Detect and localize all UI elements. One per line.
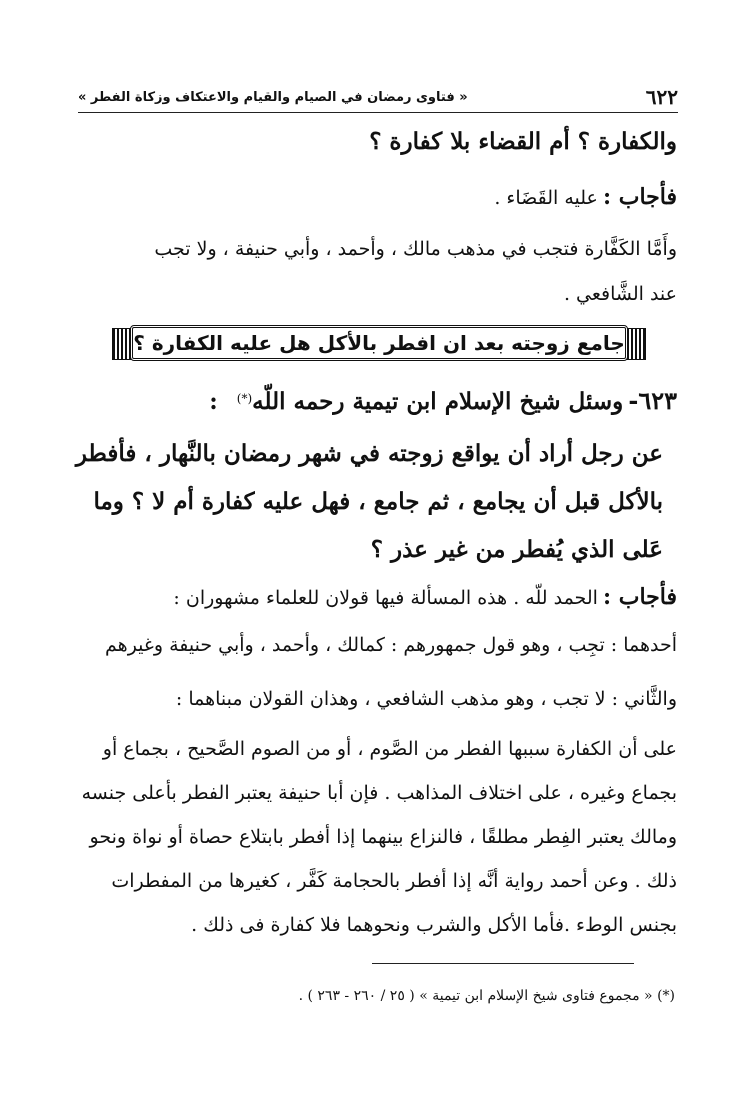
previous-paragraph-line: وأَمَّا الكَفَّارة فتجب في مذهب مالك ، وأحمد ، وأبي حنيفة ، ولا تجب <box>154 238 677 260</box>
answer-line: أحدهما : تجِب ، وهو قول جمهورهم : كمالك ، وأحمد ، وأبي حنيفة وغيرهم <box>105 634 677 656</box>
answer-line: بجنس الوطء .فأما الأكل والشرب ونحوهما فلا كفارة فى ذلك . <box>191 914 677 936</box>
footnote: (*) « مجموع فتاوى شيخ الإسلام ابن تيمية » ( ٢٥ / ٢٦٠ - ٢٦٣ ) . <box>298 988 675 1004</box>
question-intro <box>78 386 677 415</box>
page-header <box>78 82 678 113</box>
answer-intro <box>78 584 677 610</box>
section-heading <box>112 322 646 364</box>
question-number: ٦٢٣- <box>628 386 677 415</box>
previous-answer <box>78 184 677 210</box>
answer-line: ذلك . وعن أحمد رواية أنَّه إذا أفطر بالحجامة كَفَّر ، كغيرها من المفطرات <box>111 870 677 892</box>
question-line: بالأكل قبل أن يجامع ، ثم جامع ، فهل عليه كفارة أم لا ؟ وما <box>93 488 663 515</box>
footnote-divider <box>372 963 634 964</box>
page-number: ٦٢٢ <box>645 85 678 109</box>
answer-text: عليه القَضَاء . <box>494 187 598 209</box>
answer-line: والثَّاني : لا تجب ، وهو مذهب الشافعي ، وهذان القولان مبناهما : <box>175 688 677 710</box>
answer-line: على أن الكفارة سببها الفطر من الصَّوم ، أو من الصوم الصَّحيح ، بجماع أو <box>102 738 677 760</box>
question-line: عَلى الذي يُفطر من غير عذر ؟ <box>370 536 663 563</box>
answer-line: بجماع وغيره ، على اختلاف المذاهب . فإن أبا حنيفة يعتبر الفطر بأعلى جنسه <box>81 782 677 804</box>
question-colon: : <box>209 388 218 415</box>
answer-label: فأجاب : <box>602 584 677 610</box>
question-line: عن رجل أراد أن يواقع زوجته في شهر رمضان بالنَّهار ، فأفطر <box>75 440 663 467</box>
section-heading-text: جامع زوجته بعد ان افطر بالأكل هل عليه الكفارة ؟ <box>133 331 625 355</box>
previous-paragraph-line: عند الشَّافعي . <box>563 283 677 305</box>
answer-line: ومالك يعتبر الفِطر مطلقًا ، فالنزاع بينهما إذا أفطر بابتلاع حصاة أو نواة ونحو <box>89 826 677 848</box>
question-intro-text: وسئل شيخ الإسلام ابن تيمية رحمه اللّه <box>252 388 624 415</box>
previous-question-end: والكفارة ؟ أم القضاء بلا كفارة ؟ <box>369 128 677 155</box>
answer-text: الحمد للّه . هذه المسألة فيها قولان للعلماء مشهوران : <box>173 587 598 609</box>
answer-label: فأجاب : <box>602 184 677 210</box>
footnote-marker: (*) <box>236 391 253 406</box>
running-title: « فتاوى رمضان في الصيام والقيام والاعتكاف وزكاة الفطر » <box>78 89 468 105</box>
